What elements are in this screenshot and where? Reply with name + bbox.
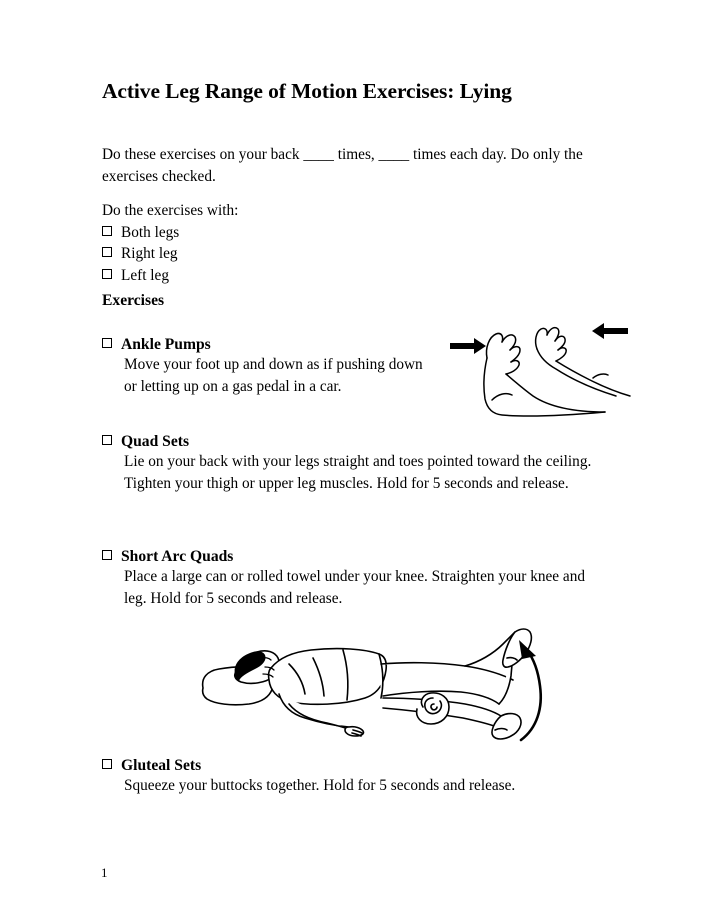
exercise-title-gluteal-sets: Gluteal Sets: [121, 757, 202, 774]
arrow-right-icon: [450, 338, 486, 354]
exercise-item-short-arc-quads: [102, 548, 614, 609]
exercise-body-gluteal-sets: Squeeze your buttocks together. Hold for 5 seconds and release.: [124, 777, 516, 794]
person-lying-drawing: [193, 612, 548, 752]
page-number: 1: [101, 865, 108, 880]
checkbox-right-leg[interactable]: [102, 247, 112, 257]
checkbox-gluteal-sets[interactable]: [102, 759, 112, 769]
intro-paragraph: Do these exercises on your back ____ times, ____ times each day. Do only the exercises checked.: [102, 146, 583, 185]
leg-selection-block: [102, 200, 502, 287]
exercise-title-row-gluteal-sets[interactable]: [102, 757, 614, 775]
exercise-item-quad-sets: [102, 433, 614, 494]
leg-selection-lead: Do the exercises with:: [102, 202, 239, 219]
exercise-body-ankle-pumps: Move your foot up and down as if pushing down or letting up on a gas pedal in a car.: [124, 356, 423, 395]
exercise-title-short-arc-quads: Short Arc Quads: [121, 548, 234, 565]
short-arc-quads-illustration: [193, 612, 548, 752]
option-left-leg[interactable]: [102, 265, 502, 287]
section-heading-exercises: Exercises: [102, 292, 165, 309]
exercise-title-ankle-pumps: Ankle Pumps: [121, 336, 211, 353]
curved-arrow-icon: [519, 640, 541, 740]
option-both-legs[interactable]: [102, 222, 502, 244]
option-label-left-leg: Left leg: [121, 267, 169, 285]
checkbox-quad-sets[interactable]: [102, 435, 112, 445]
two-feet-drawing: [430, 316, 640, 428]
exercise-body-quad-sets: Lie on your back with your legs straight and toes pointed toward the ceiling. Tighten your thigh or upper leg muscles. Hold for 5 seconds and release.: [124, 453, 592, 492]
exercise-item-gluteal-sets: [102, 757, 614, 797]
checkbox-left-leg[interactable]: [102, 269, 112, 279]
exercise-title-row-short-arc-quads[interactable]: [102, 548, 614, 566]
arrow-left-icon: [592, 323, 628, 339]
document-content: [102, 78, 614, 794]
exercise-title-row-quad-sets[interactable]: [102, 433, 614, 451]
exercise-body-short-arc-quads: Place a large can or rolled towel under your knee. Straighten your knee and leg. Hold for 5 seconds and release.: [124, 568, 586, 607]
exercise-title-quad-sets: Quad Sets: [121, 433, 190, 450]
option-label-right-leg: Right leg: [121, 245, 178, 263]
option-right-leg[interactable]: [102, 243, 502, 265]
checkbox-ankle-pumps[interactable]: [102, 338, 112, 348]
page-title: Active Leg Range of Motion Exercises: Lying: [102, 79, 512, 103]
checkbox-both-legs[interactable]: [102, 226, 112, 236]
ankle-pumps-illustration: [430, 316, 640, 428]
checkbox-short-arc-quads[interactable]: [102, 550, 112, 560]
option-label-both-legs: Both legs: [121, 223, 180, 241]
